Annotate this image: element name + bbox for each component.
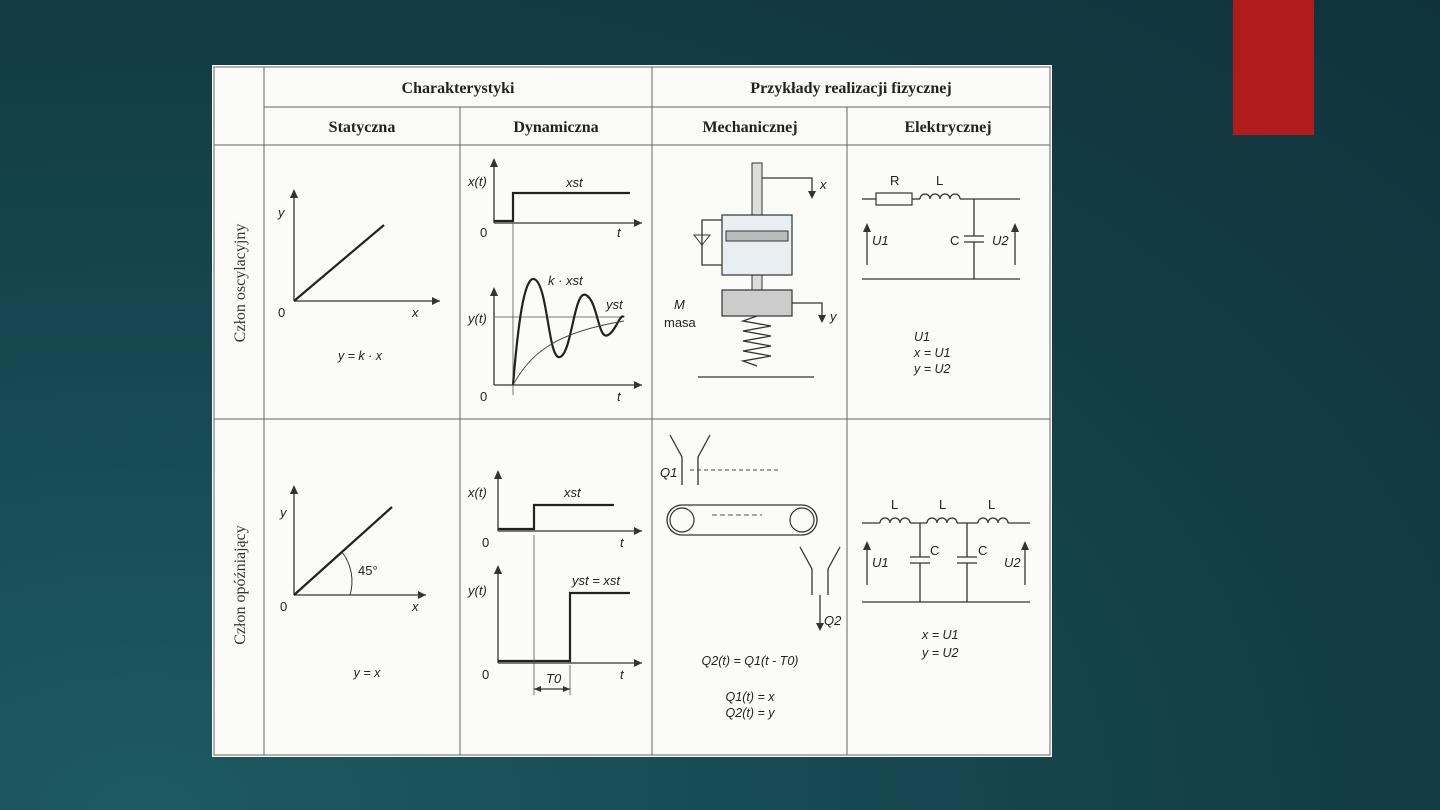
svg-text:0: 0 — [482, 667, 490, 682]
row-label-oscylacyjny: Człon oscylacyjny — [232, 223, 249, 343]
header-dynamiczna: Dynamiczna — [513, 119, 599, 136]
svg-text:y: y — [280, 505, 287, 520]
svg-text:x = U1: x = U1 — [922, 628, 959, 642]
electrical-oscylacyjny — [862, 173, 1020, 376]
svg-text:masa: masa — [664, 315, 696, 330]
row-label-opozniajacy: Człon opóźniający — [232, 525, 249, 645]
svg-text:x(t): x(t) — [468, 174, 487, 189]
svg-text:xst: xst — [564, 485, 581, 500]
svg-text:0: 0 — [480, 225, 488, 240]
header-przyklady: Przykłady realizacji fizycznej — [750, 80, 952, 97]
svg-text:Q2(t) = y: Q2(t) = y — [725, 706, 775, 720]
red-accent-bar — [1233, 0, 1314, 135]
static-chart-oscylacyjny — [277, 189, 440, 363]
svg-text:U1: U1 — [872, 555, 889, 570]
svg-text:U2: U2 — [1004, 555, 1021, 570]
header-statyczna: Statyczna — [328, 119, 396, 136]
svg-text:x = U1: x = U1 — [914, 346, 951, 360]
svg-text:x: x — [820, 177, 827, 192]
dynamic-bottom-oscylacyjny — [467, 273, 642, 404]
svg-text:C: C — [978, 543, 988, 558]
svg-text:y = U2: y = U2 — [914, 362, 951, 376]
svg-text:Q2: Q2 — [824, 613, 842, 628]
static-equation: y = k · x — [337, 349, 383, 363]
svg-text:Q2(t) = Q1(t - T0): Q2(t) = Q1(t - T0) — [701, 654, 799, 668]
header-mechanicznej: Mechanicznej — [702, 119, 798, 136]
svg-text:Q1(t) = x: Q1(t) = x — [725, 690, 775, 704]
svg-text:C: C — [930, 543, 940, 558]
svg-text:k · xst: k · xst — [548, 273, 583, 288]
svg-text:0: 0 — [480, 389, 488, 404]
svg-text:U1: U1 — [914, 330, 930, 344]
svg-text:L: L — [988, 497, 996, 512]
svg-text:T0: T0 — [546, 671, 562, 686]
svg-text:L: L — [939, 497, 947, 512]
svg-text:L: L — [891, 497, 899, 512]
static-chart-opozniajacy — [279, 485, 426, 680]
svg-text:t: t — [620, 535, 624, 550]
mechanical-oscylacyjny — [664, 163, 838, 377]
svg-text:R: R — [890, 173, 900, 188]
svg-text:y = x: y = x — [353, 666, 381, 680]
svg-text:U2: U2 — [992, 233, 1009, 248]
svg-text:L: L — [936, 173, 944, 188]
svg-text:y: y — [278, 205, 285, 220]
svg-text:t: t — [617, 389, 621, 404]
svg-text:x: x — [412, 305, 419, 320]
svg-text:0: 0 — [482, 535, 490, 550]
table-svg — [212, 65, 1052, 757]
svg-text:M: M — [674, 297, 685, 312]
svg-text:x(t): x(t) — [468, 485, 487, 500]
dynamic-top-opozniajacy — [467, 470, 642, 550]
svg-text:C: C — [950, 233, 960, 248]
svg-text:y: y — [830, 309, 837, 324]
electrical-opozniajacy — [862, 497, 1030, 660]
svg-text:y(t): y(t) — [468, 583, 487, 598]
svg-text:yst = xst: yst = xst — [572, 573, 621, 588]
comparison-table — [212, 65, 1052, 757]
svg-text:y(t): y(t) — [468, 311, 487, 326]
svg-text:t: t — [617, 225, 621, 240]
mechanical-opozniajacy — [660, 435, 842, 720]
header-elektrycznej: Elektrycznej — [904, 119, 992, 136]
header-charakterystyki: Charakterystyki — [401, 80, 515, 97]
dynamic-bottom-opozniajacy — [467, 535, 642, 695]
svg-text:t: t — [620, 667, 624, 682]
svg-text:0: 0 — [280, 599, 288, 614]
svg-text:45°: 45° — [358, 563, 378, 578]
svg-text:Q1: Q1 — [660, 465, 678, 480]
svg-text:0: 0 — [278, 305, 286, 320]
svg-text:xst: xst — [566, 175, 583, 190]
svg-text:U1: U1 — [872, 233, 889, 248]
svg-text:y = U2: y = U2 — [922, 646, 959, 660]
svg-text:x: x — [412, 599, 419, 614]
svg-text:yst: yst — [606, 297, 623, 312]
